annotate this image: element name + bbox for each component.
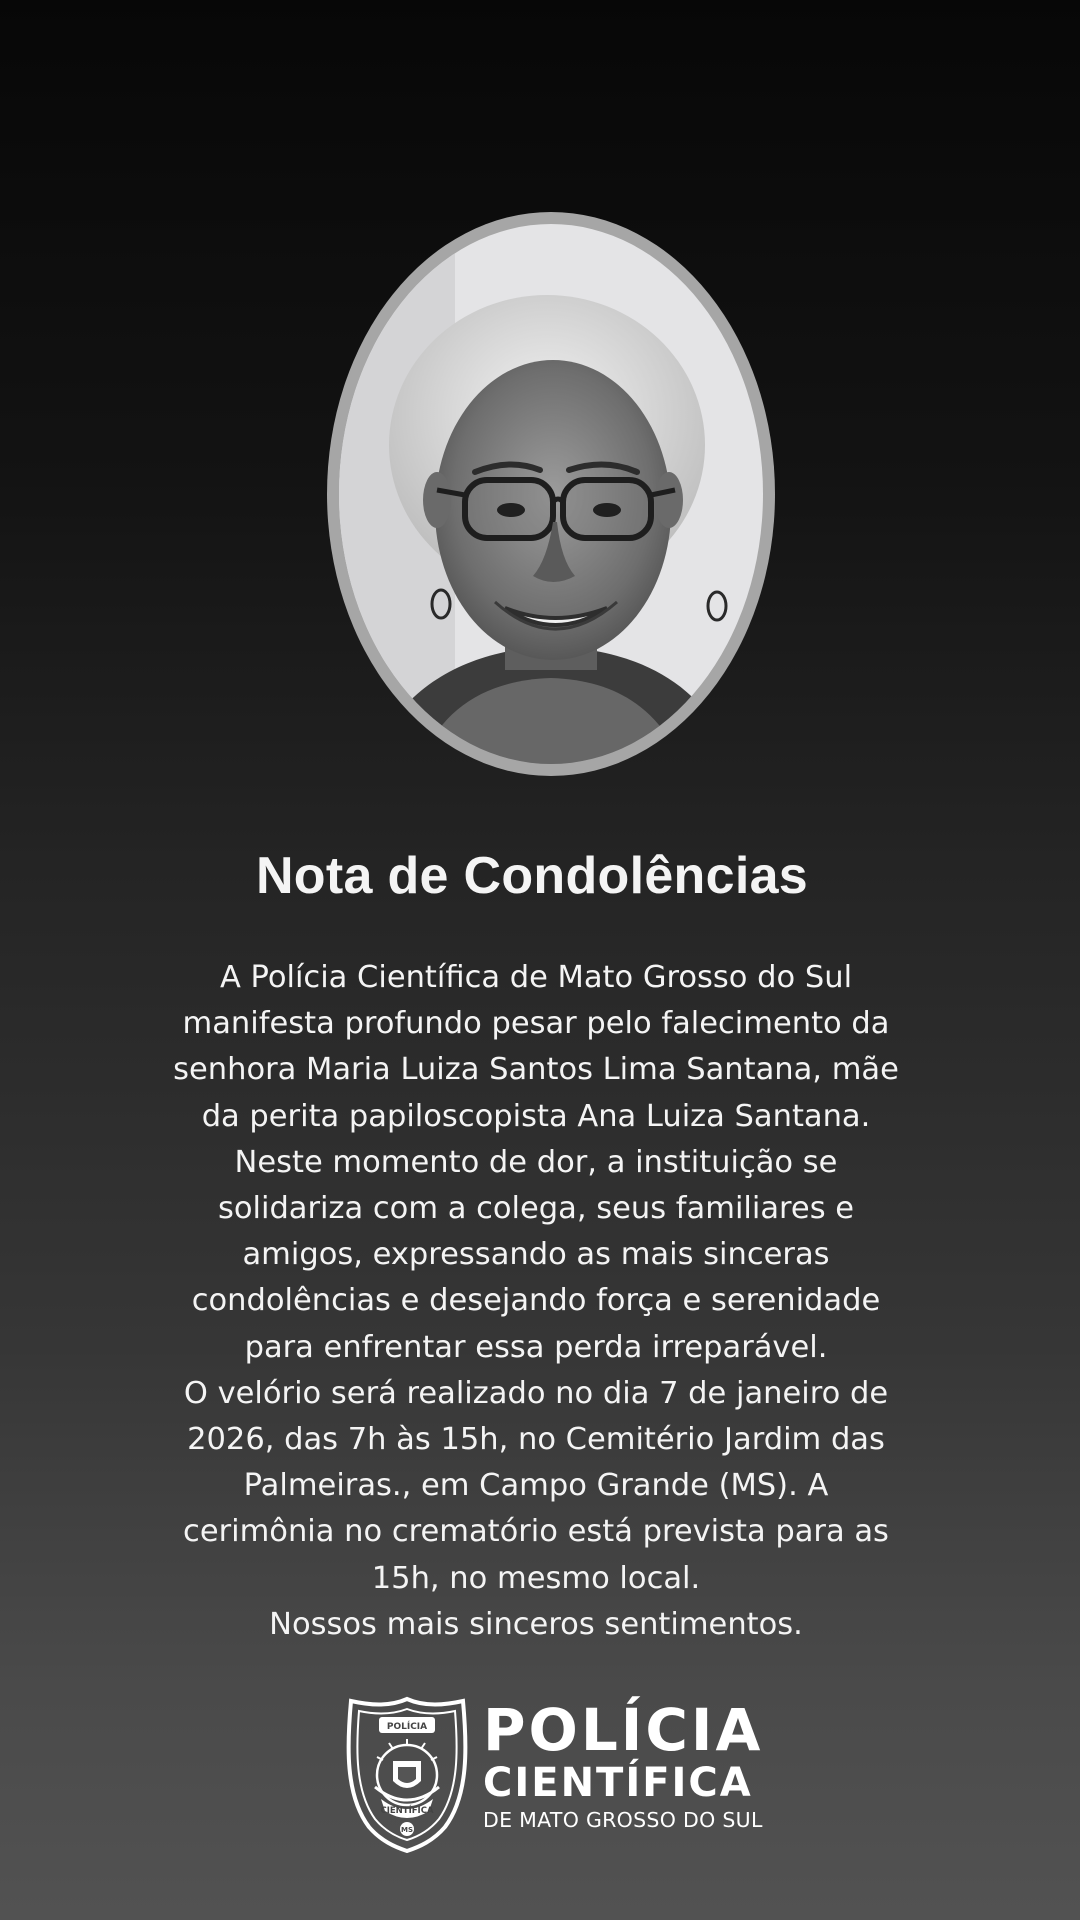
portrait-photo-icon xyxy=(325,210,777,778)
badge-state-text: MS xyxy=(400,1826,414,1834)
funeral-details-paragraph: O velório será realizado no dia 7 de janeiro de 2026, das 7h às 15h, no Cemitério Jardim das Palmeiras., em Campo Grande (MS). A cerimônia no crematório está prevista para as 15h, no mesmo local. xyxy=(183,1375,889,1596)
message-paragraph: A Polícia Científica de Mato Grosso do Sul manifesta profundo pesar pelo falecimento da senhora Maria Luiza Santos Lima Santana, mãe da perita papiloscopista Ana Luiza Santana. Neste momento de dor, a instituição se solidariza com a colega, seus familiares e amigos, expressando as mais sinceras condolências e desejando força e serenidade para enfrentar essa perda irreparável. xyxy=(173,960,899,1365)
condolence-message xyxy=(90,955,982,1648)
page-title: Nota de Condolências xyxy=(255,847,809,905)
policia-cientifica-logo xyxy=(345,1695,765,1853)
logo-line-policia: POLÍCIA xyxy=(483,1696,764,1764)
logo-line-cientifica: CIENTÍFICA xyxy=(483,1760,753,1806)
closing-paragraph: Nossos mais sinceros sentimentos. xyxy=(269,1606,803,1642)
portrait-frame xyxy=(325,210,777,778)
logo-line-state: DE MATO GROSSO DO SUL xyxy=(483,1808,763,1832)
badge-top-text: POLÍCIA xyxy=(386,1722,428,1732)
police-badge-icon xyxy=(345,1695,469,1853)
badge-bottom-text: CIENTÍFICA xyxy=(380,1806,434,1816)
